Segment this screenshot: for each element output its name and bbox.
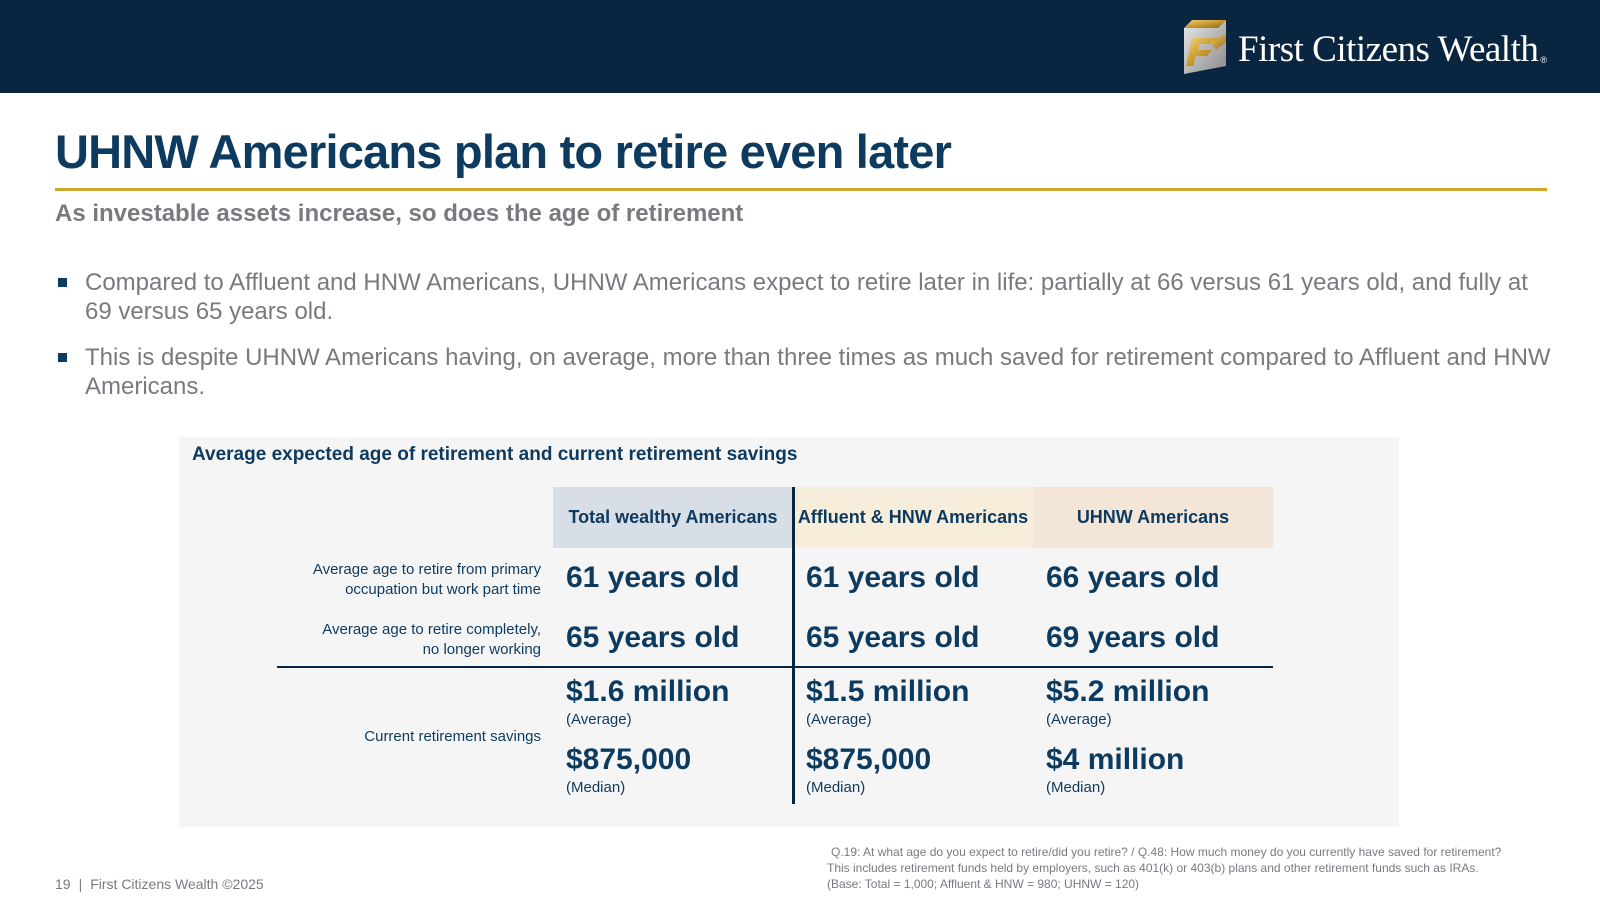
column-header-affluent-hnw: Affluent & HNW Americans (793, 487, 1033, 548)
cell-full-total: 65 years old (566, 621, 740, 654)
average-label: (Average) (566, 711, 632, 728)
cell-partial-affluent: 61 years old (806, 561, 980, 594)
page-footer (55, 876, 264, 892)
bullet-text: Compared to Affluent and HNW Americans, UHNW Americans expect to retire later in life: partially at 66 versus 61 years old, and fully at 69 versus 65 years old. (85, 269, 1528, 325)
cell-full-uhnw: 69 years old (1046, 621, 1220, 654)
row-label-savings: Current retirement savings (364, 728, 541, 745)
median-label: (Median) (806, 779, 866, 796)
median-label: (Median) (566, 779, 626, 796)
cell-savings-median-uhnw: $4 million (1046, 743, 1185, 776)
table-title: Average expected age of retirement and current retirement savings (192, 444, 798, 465)
cell-savings-avg-affluent: $1.5 million (806, 675, 970, 708)
footnote-line: Q.19: At what age do you expect to retire/did you retire? / Q.48: How much money do you currently have saved for retirement? (831, 845, 1502, 859)
cell-savings-median-total: $875,000 (566, 743, 692, 776)
footnote-line: This includes retirement funds held by employers, such as 401(k) or 403(b) plans and other retirement funds such as IRAs. (827, 861, 1479, 875)
bullet-item (55, 268, 1555, 326)
median-label: (Median) (1046, 779, 1106, 796)
row-divider (277, 666, 1273, 668)
cell-savings-avg-total: $1.6 million (566, 675, 730, 708)
cell-partial-total: 61 years old (566, 561, 740, 594)
retirement-table-panel (179, 437, 1399, 827)
header-bar (0, 0, 1600, 93)
source-footnote (827, 844, 1501, 892)
bullet-item (55, 343, 1555, 401)
title-divider (55, 188, 1547, 191)
row-label-full-retire: Average age to retire completely, no longer working (322, 621, 541, 658)
row-label-partial-retire: Average age to retire from primary occupation but work part time (312, 561, 541, 598)
page-title: UHNW Americans plan to retire even later (55, 125, 952, 178)
footer-separator: | (78, 876, 83, 892)
brand-logo-text: First Citizens Wealth (1238, 29, 1539, 70)
cell-partial-uhnw: 66 years old (1046, 561, 1220, 594)
page-subtitle: As investable assets increase, so does the age of retirement (55, 200, 744, 227)
registered-mark: ® (1540, 54, 1547, 65)
footer-copyright: First Citizens Wealth ©2025 (90, 876, 264, 892)
column-header-uhnw: UHNW Americans (1033, 487, 1273, 548)
bullet-list (55, 268, 1555, 418)
brand-logo-icon (1180, 20, 1230, 74)
cell-savings-avg-uhnw: $5.2 million (1046, 675, 1210, 708)
brand-logo[interactable] (1180, 18, 1547, 75)
cell-savings-median-affluent: $875,000 (806, 743, 932, 776)
bullet-square-icon (58, 353, 67, 362)
page-number: 19 (55, 876, 71, 892)
footnote-line: (Base: Total = 1,000; Affluent & HNW = 980; UHNW = 120) (827, 877, 1140, 891)
average-label: (Average) (1046, 711, 1112, 728)
column-divider (792, 487, 795, 804)
cell-full-affluent: 65 years old (806, 621, 980, 654)
column-header-total: Total wealthy Americans (553, 487, 793, 548)
bullet-text: This is despite UHNW Americans having, on average, more than three times as much saved for retirement compared to Affluent and HNW Americans. (85, 344, 1551, 400)
bullet-square-icon (58, 278, 67, 287)
average-label: (Average) (806, 711, 872, 728)
